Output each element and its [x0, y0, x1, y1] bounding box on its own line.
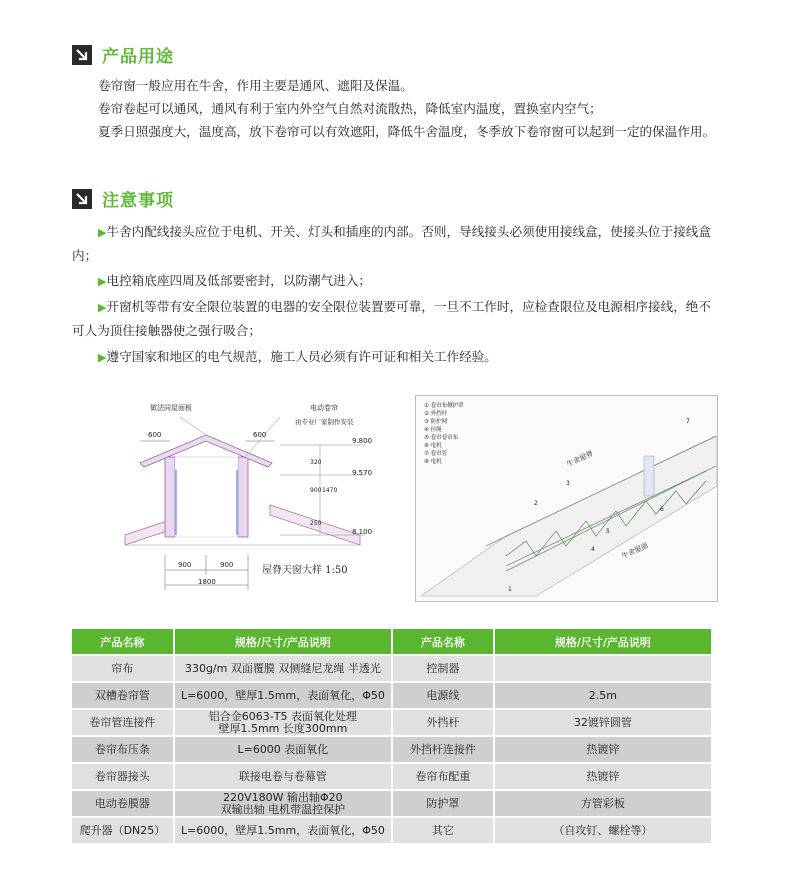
legend-item: ④ 拉绳 [424, 427, 442, 433]
column-header: 产品名称 [72, 629, 175, 654]
table-row [72, 710, 713, 735]
section-heading-notes [72, 186, 174, 211]
dim-1800: 1800 [198, 578, 216, 586]
usage-paragraph-1: 卷帘窗一般应用在牛舍，作用主要是通风、遮阳及保温。 [98, 78, 413, 93]
label-electric-curtain: 电动卷帘 [310, 404, 338, 412]
table-cell: 2.5m [495, 683, 713, 708]
callout-number: 7 [686, 418, 690, 425]
dim-600-left: 600 [148, 431, 162, 439]
dim-vertical: 320 [310, 459, 322, 466]
table-cell: 220V180W 输出轴Φ20 双输出轴 电机带温控保护 [175, 791, 393, 816]
table-row [72, 656, 713, 681]
table-cell [495, 656, 713, 681]
table-row [72, 737, 713, 762]
table-cell: L=6000，壁厚1.5mm，表面氧化，Φ50 [175, 818, 393, 843]
table-cell: 其它 [393, 818, 495, 843]
table-cell: 防护罩 [393, 791, 495, 816]
table-cell: 330g/m 双面覆膜 双侧缝尼龙绳 半透光 [175, 656, 393, 681]
table-cell: 外挡杆 [393, 710, 495, 735]
callout-number: 3 [566, 480, 570, 487]
note-item: ▶牛舍内配线接头应位于电机、开关、灯头和插座的内部。否则，导线接头必须使用接线盒，使接头位于接线盒内； [72, 224, 711, 263]
section-title: 注意事项 [102, 191, 174, 211]
spec-table [72, 627, 713, 845]
elevation-label: 9.570 [352, 469, 373, 477]
callout-number: 2 [534, 500, 538, 507]
bullet-triangle-icon: ▶ [98, 301, 107, 314]
table-cell: 双槽卷帘管 [72, 683, 175, 708]
table-row [72, 818, 713, 843]
dim-vertical: 900 [310, 487, 322, 494]
table-cell: 联接电卷与卷幕管 [175, 764, 393, 789]
dim-vertical: 250 [310, 520, 322, 527]
table-cell: L=6000，壁厚1.5mm，表面氧化，Φ50 [175, 683, 393, 708]
table-cell: L=6000 表面氧化 [175, 737, 393, 762]
callout-number: 6 [660, 506, 664, 513]
column-header: 规格/尺寸/产品说明 [175, 629, 393, 654]
note-item: ▶电控箱底座四周及低部要密封，以防潮气进入； [98, 273, 371, 288]
callout-number: 1 [508, 586, 512, 593]
legend-item: ① 卷帘布侧护罩 [424, 403, 464, 409]
dim-900: 900 [220, 561, 234, 569]
legend-item: ⑥ 电机 [424, 443, 442, 449]
table-cell: 电动卷膜器 [72, 791, 175, 816]
table-cell: 卷帘布压条 [72, 737, 175, 762]
bullet-triangle-icon: ▶ [98, 351, 107, 364]
legend-item: ⑤ 卷帘卷帘布 [424, 435, 459, 441]
callout-number: 4 [591, 546, 595, 553]
section-title: 产品用途 [102, 47, 174, 67]
column-header: 产品名称 [393, 629, 495, 654]
legend [424, 402, 464, 466]
section-heading-usage [72, 42, 174, 67]
table-cell: 方管彩板 [495, 791, 713, 816]
drawing-caption: 屋脊天窗大样 1:50 [262, 565, 348, 576]
table-cell: 帘布 [72, 656, 175, 681]
dim-600-right: 600 [253, 431, 267, 439]
label-roof-surface: 牛舍屋面 [620, 541, 650, 561]
arrow-down-right-icon [72, 45, 92, 65]
usage-paragraph-3: 夏季日照强度大，温度高，放下卷帘可以有效遮阳，降低牛舍温度，冬季放下卷帘窗可以起到一定的保温作用。 [98, 124, 716, 139]
usage-paragraph-2: 卷帘卷起可以通风，通风有利于室内外空气自然对流散热，降低室内温度，置换室内空气； [98, 101, 602, 116]
table-cell: 爬升器（DN25） [72, 818, 175, 843]
callout-number: 5 [606, 528, 610, 535]
dim-900: 900 [178, 561, 192, 569]
table-cell: （自攻钉、螺栓等） [495, 818, 713, 843]
table-cell: 控制器 [393, 656, 495, 681]
label-roof-ridge: 牛舍屋脊 [565, 449, 595, 469]
bullet-triangle-icon: ▶ [98, 226, 107, 239]
table-cell: 卷帘布配重 [393, 764, 495, 789]
table-row [72, 764, 713, 789]
arrow-down-right-icon [72, 189, 92, 209]
legend-item: ② 外挡杆 [424, 411, 448, 417]
table-row [72, 791, 713, 816]
legend-item: ⑦ 卷帘管 [424, 451, 448, 457]
label-roof-panel: 做法同屋面板 [150, 404, 192, 412]
legend-item: ③ 防护网 [424, 419, 448, 425]
table-cell: 电源线 [393, 683, 495, 708]
note-item: ▶开窗机等带有安全限位装置的电器的安全限位装置要可靠，一旦不工作时，应检查限位及电源相序接线，绝不可人为顶住接触器使之强行吸合； [72, 299, 711, 338]
roof-curtain-perspective-drawing [415, 395, 718, 602]
table-cell: 热镀锌 [495, 764, 713, 789]
table-cell: 外挡杆连接件 [393, 737, 495, 762]
elevation-label: 9.800 [352, 437, 373, 445]
elevation-label: 8.100 [352, 528, 373, 536]
bullet-triangle-icon: ▶ [98, 275, 107, 288]
table-cell: 卷帘器接头 [72, 764, 175, 789]
ridge-skylight-drawing [120, 395, 390, 605]
note-item: ▶遵守国家和地区的电气规范，施工人员必须有许可证和相关工作经验。 [98, 349, 497, 364]
column-header: 规格/尺寸/产品说明 [495, 629, 713, 654]
table-cell: 热镀锌 [495, 737, 713, 762]
table-row [72, 683, 713, 708]
table-cell: 32镀锌圆管 [495, 710, 713, 735]
dim-vertical: 1470 [322, 487, 338, 494]
legend-item: ⑧ 电机 [424, 459, 442, 465]
table-cell: 卷帘管连接件 [72, 710, 175, 735]
table-cell: 铝合金6063-T5 表面氧化处理 壁厚1.5mm 长度300mm [175, 710, 393, 735]
table-header-row [72, 629, 713, 654]
label-manufacturer-note: 由专业厂家制作安装 [295, 418, 354, 426]
